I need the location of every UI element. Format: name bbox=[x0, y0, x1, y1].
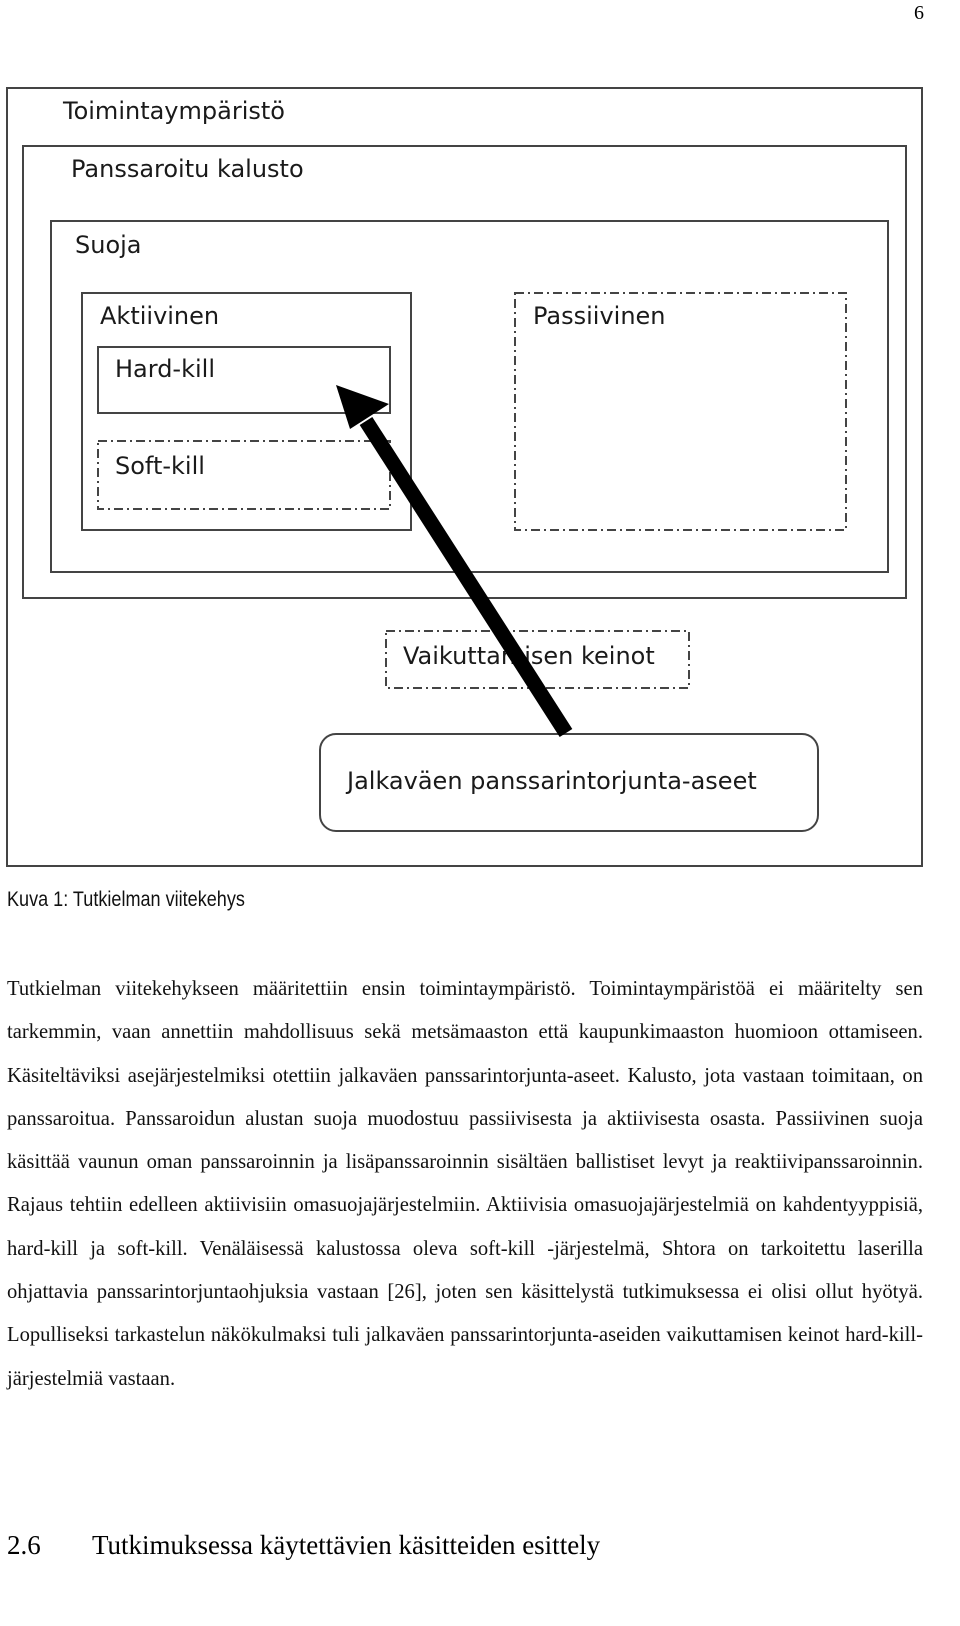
armored-equipment-label: Panssaroitu kalusto bbox=[71, 155, 304, 183]
arrow-icon bbox=[336, 385, 566, 733]
figure-caption: Kuva 1: Tutkielman viitekehys bbox=[7, 888, 245, 911]
page-number: 6 bbox=[914, 2, 924, 24]
section-title: Tutkimuksessa käytettävien käsitteiden esittely bbox=[92, 1530, 601, 1560]
protection-box bbox=[51, 221, 888, 572]
section-number: 2.6 bbox=[7, 1530, 41, 1560]
passive-label: Passiivinen bbox=[533, 302, 666, 330]
protection-label: Suoja bbox=[75, 231, 142, 259]
active-label: Aktiivinen bbox=[100, 302, 220, 330]
hard-kill-label: Hard-kill bbox=[115, 355, 215, 383]
soft-kill-label: Soft-kill bbox=[115, 452, 205, 480]
weapons-label: Jalkaväen panssarintorjunta-aseet bbox=[347, 767, 757, 795]
body-paragraph: Tutkielman viitekehykseen määritettiin ensin toimintaympäristö. Toimintaympäristöä ei määritelty sen tarkemmin, vaan annettiin mahdollisuus sekä metsämaaston että kaupunkimaaston huomioon ottamiseen. Käsiteltäviksi asejärjestelmiksi otettiin jalkaväen panssarintorjunta-aseet. Kalusto, jota vastaan toimitaan, on panssaroitua. Panssaroidun alustan suoja muodostuu passiivisesta ja aktiivisesta osasta. Passiivinen suoja käsittää vaunun oman panssaroinnin ja lisäpanssaroinnin sisältäen ballistiset levyt ja reaktiivipanssaroinnin. Rajaus tehtiin edelleen aktiivisiin omasuojajärjestelmiin. Aktiivisia omasuojajärjestelmiä on kahdentyyppisiä, hard-kill ja soft-kill. Venäläisessä kalustossa oleva soft-kill -järjestelmä, Shtora on tarkoitettu laserilla ohjattavia panssarintorjuntaohjuksia vastaan [26], joten sen käsittelystä tutkimuksessa ei olisi ollut hyötyä. Lopulliseksi tarkastelun näkökulmaksi tuli jalkaväen panssarintorjunta-aseiden vaikuttamisen keinot hard-kill-järjestelmiä vastaan. bbox=[7, 978, 923, 1390]
section-heading bbox=[7, 1530, 600, 1561]
means-label: Vaikuttamisen keinot bbox=[403, 642, 655, 670]
environment-label: Toimintaympäristö bbox=[63, 97, 285, 125]
